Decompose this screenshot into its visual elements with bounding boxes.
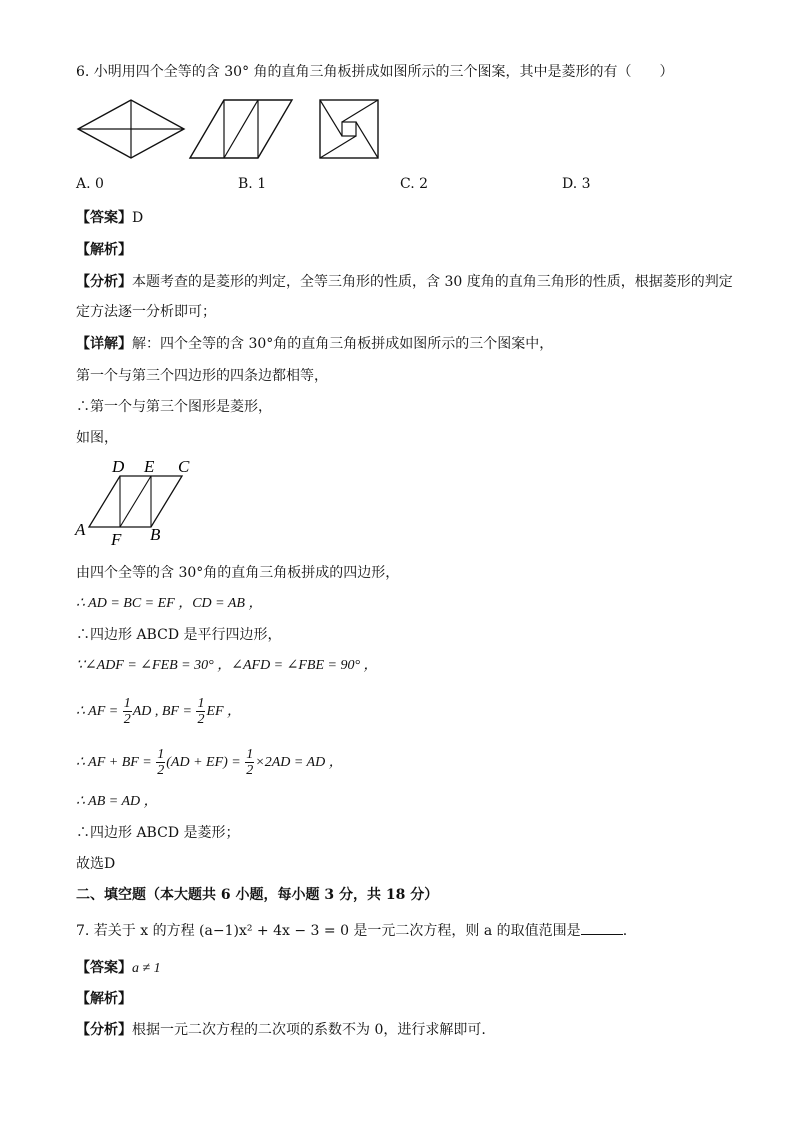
frac-num: 1 [197,696,205,712]
q6-fenxi-line1 [76,272,733,292]
eq5-mid2: ×2AD = AD ， [255,755,343,770]
eq4-prefix: ∴ AF = [76,704,122,719]
q6-eq3: ∵∠ADF = ∠FEB = 30° ，∠AFD = ∠FBE = 90° ， [76,658,378,673]
label-c: C [178,457,190,476]
frac-den: 2 [246,763,254,779]
q6-formed-quadrilateral: 由四个全等的含 30°角的直角三角板拼成的四边形， [76,565,400,581]
fraction-half [245,747,254,778]
q6-rutu: 如图， [76,430,118,446]
fenxi-tag: 【分析】 [76,1022,132,1038]
q6-eq6: ∴ AB = AD ， [76,794,158,809]
q6-eq4 [76,694,241,730]
section-2-title: 二、填空题（本大题共 6 小题，每小题 3 分，共 18 分） [76,887,439,903]
xiangjie-tag: 【详解】 [76,336,132,352]
answer-blank [581,920,623,935]
q6-sides-equal: 第一个与第三个四边形的四条边都相等， [76,368,328,384]
eq5-mid1: (AD + EF) = [166,755,245,770]
q7-answer [76,958,161,979]
figure-parallelogram [188,98,294,160]
answer-tag: 【答案】 [76,210,132,226]
q6-eq5 [76,745,343,781]
fenxi-tag: 【分析】 [76,274,132,290]
frac-num: 1 [246,747,254,763]
q7-stem [76,920,627,941]
answer-value: a ≠ 1 [132,961,161,976]
q6-rhombus-conclusion: ∴第一个与第三个图形是菱形， [76,399,272,415]
q6-eq1: ∴ AD = BC = EF ，CD = AB ， [76,596,263,611]
eq5-prefix: ∴ AF + BF = [76,755,156,770]
label-f: F [111,530,122,548]
q6-xiangjie [76,334,553,354]
frac-den: 2 [157,763,165,779]
q6-eq2: ∴四边形 ABCD 是平行四边形， [76,627,282,643]
answer-tag: 【答案】 [76,960,132,976]
label-e: E [144,457,155,476]
figure-kite-rhombus [76,98,186,160]
q6-answer [76,208,143,228]
fenxi-text: 根据一元二次方程的二次项的系数不为 0，进行求解即可. [132,1022,486,1038]
figure-square-pinwheel [318,98,380,160]
frac-num: 1 [123,696,131,712]
q6-eq7: ∴四边形 ABCD 是菱形； [76,825,240,841]
label-b: B [150,525,161,544]
eq4-mid2: EF ， [206,704,242,719]
xiangjie-text: 解：四个全等的含 30°角的直角三角板拼成如图所示的三个图案中， [132,336,554,352]
fenxi-text: 本题考查的是菱形的判定，全等三角形的性质，含 30 度角的直角三角形的性质，根据菱形的判定 [132,274,733,290]
frac-den: 2 [123,712,131,728]
fraction-half [156,747,165,778]
q6-fenxi-line2: 定方法逐一分析即可； [76,304,216,320]
label-d: D [112,457,125,476]
label-a: A [75,520,86,539]
figure-labeled-parallelogram [72,456,202,548]
q7-stem-end: . [622,923,628,939]
q6-stem: 6. 小明用四个全等的含 30° 角的直角三角板拼成如图所示的三个图案，其中是菱形的有（ ） [76,64,674,80]
option-d: D. 3 [562,176,591,192]
frac-num: 1 [157,747,165,763]
option-c: C. 2 [400,176,429,192]
option-b: B. 1 [238,176,267,192]
fraction-half [196,696,205,727]
fraction-half [123,696,132,727]
answer-value: D [132,210,144,226]
q7-fenxi [76,1020,486,1040]
option-a: A. 0 [76,176,104,192]
q7-analysis-tag: 【解析】 [76,991,132,1007]
q6-conclusion: 故选D [76,856,116,872]
q7-stem-text: 7. 若关于 x 的方程 (a−1)x² + 4x − 3 = 0 是一元二次方程，则 a 的取值范围是 [76,923,581,939]
eq4-mid1: AD , BF = [132,704,196,719]
q6-analysis-tag: 【解析】 [76,242,132,258]
frac-den: 2 [197,712,205,728]
